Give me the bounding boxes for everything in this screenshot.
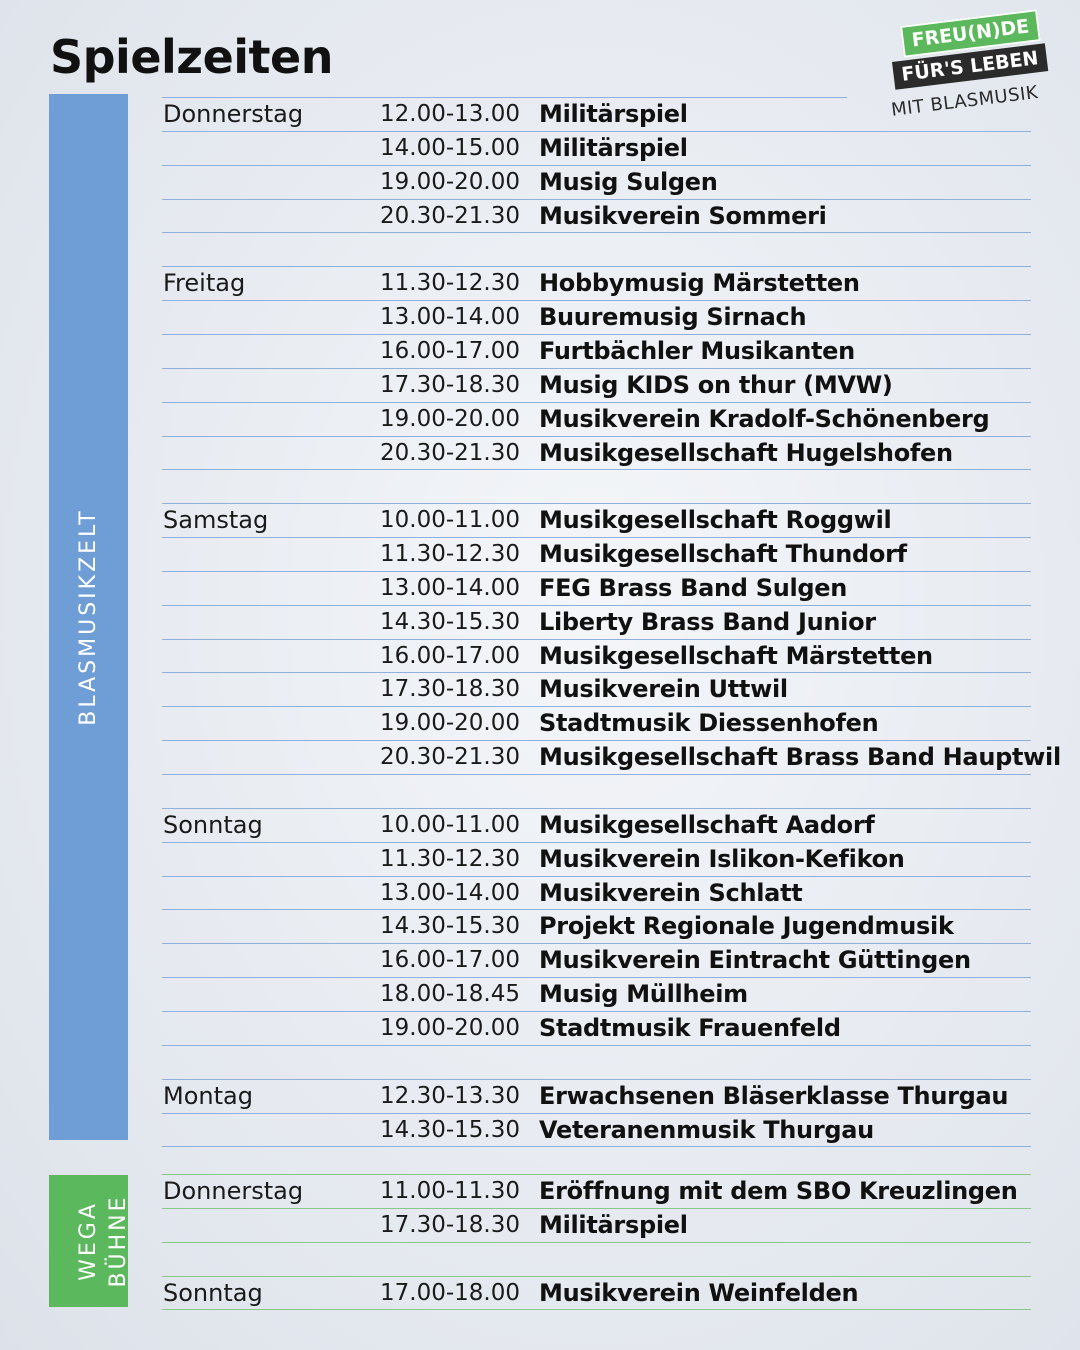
logo-line-3: MIT BLASMUSIK [890,81,1040,121]
time-slot: 10.00-11.00 [380,507,520,533]
band-name: Musikgesellschaft Thundorf [539,540,907,568]
time-slot: 17.30-18.30 [380,1212,520,1238]
row-divider [162,232,1031,233]
row-divider [162,1242,1031,1243]
band-name: Buuremusig Sirnach [539,303,807,331]
venue-label-text: WEGA BÜHNE [75,1194,131,1288]
band-name: Liberty Brass Band Junior [539,608,876,636]
time-slot: 18.00-18.45 [380,981,520,1007]
page-title: Spielzeiten [50,30,333,84]
venue-bar-blasmusikzelt [49,94,128,1140]
time-slot: 16.00-17.00 [380,643,520,669]
day-label: Donnerstag [163,1177,304,1205]
time-slot: 14.30-15.30 [380,1117,520,1143]
time-slot: 19.00-20.00 [380,1015,520,1041]
time-slot: 14.30-15.30 [380,913,520,939]
band-name: Musikgesellschaft Aadorf [539,811,875,839]
time-slot: 11.30-12.30 [380,270,520,296]
band-name: Musikverein Weinfelden [539,1279,859,1307]
time-slot: 12.30-13.30 [380,1083,520,1109]
row-divider [162,1146,1031,1147]
time-slot: 19.00-20.00 [380,710,520,736]
band-name: FEG Brass Band Sulgen [539,574,848,602]
time-slot: 12.00-13.00 [380,101,520,127]
time-slot: 14.30-15.30 [380,609,520,635]
band-name: Eröffnung mit dem SBO Kreuzlingen [539,1177,1018,1205]
band-name: Musikgesellschaft Hugelshofen [539,439,953,467]
time-slot: 17.30-18.30 [380,372,520,398]
time-slot: 10.00-11.00 [380,812,520,838]
time-slot: 16.00-17.00 [380,338,520,364]
venue-label-blasmusikzelt [74,508,104,725]
row-divider [162,1045,1031,1046]
band-name: Musig KIDS on thur (MVW) [539,371,893,399]
band-name: Militärspiel [539,134,688,162]
band-name: Musikgesellschaft Märstetten [539,642,933,670]
band-name: Musikverein Sommeri [539,202,827,230]
day-label: Donnerstag [163,100,304,128]
band-name: Musikgesellschaft Brass Band Hauptwil [539,743,1061,771]
logo-line-1: FREU(N)DE [900,9,1041,58]
band-name: Musig Sulgen [539,168,718,196]
logo-line-2: FÜR'S LEBEN [892,43,1048,90]
band-name: Musikverein Uttwil [539,675,788,703]
band-name: Musikverein Islikon-Kefikon [539,845,905,873]
venue-label-text: BLASMUSIKZELT [75,508,101,726]
band-name: Erwachsenen Bläserklasse Thurgau [539,1082,1009,1110]
time-slot: 17.30-18.30 [380,676,520,702]
band-name: Musikverein Schlatt [539,879,803,907]
band-name: Stadtmusik Diessenhofen [539,709,879,737]
time-slot: 17.00-18.00 [380,1280,520,1306]
time-slot: 19.00-20.00 [380,169,520,195]
day-label: Samstag [163,506,269,534]
band-name: Stadtmusik Frauenfeld [539,1014,841,1042]
day-label: Sonntag [163,811,263,839]
row-divider [162,469,1031,470]
time-slot: 16.00-17.00 [380,947,520,973]
band-name: Projekt Regionale Jugendmusik [539,912,954,940]
venue-label-wega-buehne [44,1194,134,1287]
band-name: Musikgesellschaft Roggwil [539,506,892,534]
time-slot: 20.30-21.30 [380,440,520,466]
band-name: Musikverein Kradolf-Schönenberg [539,405,990,433]
time-slot: 13.00-14.00 [380,304,520,330]
time-slot: 20.30-21.30 [380,744,520,770]
band-name: Musikverein Eintracht Güttingen [539,946,971,974]
time-slot: 13.00-14.00 [380,575,520,601]
day-label: Montag [163,1082,253,1110]
time-slot: 19.00-20.00 [380,406,520,432]
band-name: Musig Müllheim [539,980,748,1008]
band-name: Militärspiel [539,100,688,128]
time-slot: 11.00-11.30 [380,1178,520,1204]
time-slot: 11.30-12.30 [380,541,520,567]
day-label: Sonntag [163,1279,263,1307]
time-slot: 20.30-21.30 [380,203,520,229]
time-slot: 14.00-15.00 [380,135,520,161]
logo [886,15,1046,128]
row-divider [162,1309,1031,1310]
band-name: Veteranenmusik Thurgau [539,1116,874,1144]
time-slot: 11.30-12.30 [380,846,520,872]
band-name: Militärspiel [539,1211,688,1239]
band-name: Furtbächler Musikanten [539,337,855,365]
row-divider [162,774,1031,775]
day-label: Freitag [163,269,246,297]
time-slot: 13.00-14.00 [380,880,520,906]
venue-bar-wega-buehne [49,1175,131,1307]
band-name: Hobbymusig Märstetten [539,269,860,297]
